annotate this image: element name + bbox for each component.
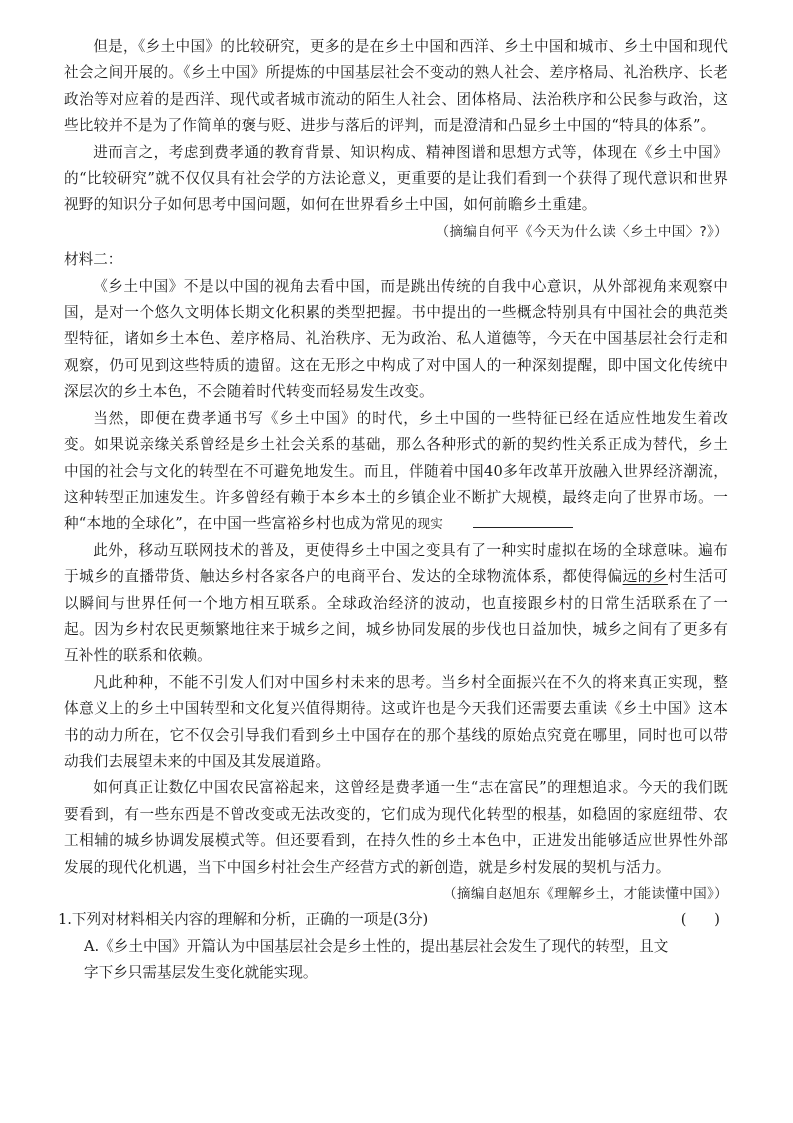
material-two-paragraph-2-tail: 的现实 xyxy=(404,516,443,532)
material-two-paragraph-5: 如何真正让数亿中国农民富裕起来，这曾经是费孝通一生“志在富民”的理想追求。今天的我们既要看到，有一些东西是不曾改变或无法改变的，它们成为现代化转型的根基，如稳固的家庭纽带、农工相辅的城乡协调发展模式等。但还要看到，在持久性的乡土本色中，正进发出能够适应世界性外部发展的现代化机遇，当下中国乡村社会生产经营方式的新创造，就是乡村发展的契机与活力。 xyxy=(64,779,728,876)
material-two-paragraph-3-text-a: 此外，移动互联网技术的普及，更使得乡土中国之变具有了一种实时虚拟在场的全球意味。遍布于城乡的直播带货、触达乡村各家各户的电商平台、发达的全球物流体系，都使得偏 xyxy=(64,541,728,586)
material-one-paragraph-2: 进而言之，考虑到费孝通的教育背景、知识构成、精神图谱和思想方式等，体现在《乡土中国》的“比较研究”就不仅仅具有社会学的方法论意义，更重要的是让我们看到一个获得了现代意识和世界视野的知识分子如何思考中国问题，如何在世界看乡土中国，如何前瞻乡土重建。 xyxy=(64,143,728,214)
material-two-paragraph-2 xyxy=(64,406,728,538)
material-one-paragraph-1: 但是，《乡土中国》的比较研究，更多的是在乡土中国和西洋、乡土中国和城市、乡土中国和现代社会之间开展的。《乡土中国》所提炼的中国基层社会不变动的熟人社会、差序格局、礼治秩序、长老政治等对应着的是西洋、现代或者城市流动的陌生人社会、团体格局、法治秩序和公民参与政治，这些比较并不是为了作简单的褒与贬、进步与落后的评判，而是澄清和凸显乡土中国的“特具的体系”。 xyxy=(64,38,728,135)
underlined-phrase: 远的乡 xyxy=(622,568,668,586)
material-two-paragraph-3-text-b: 村生活可以瞬间与世界任何一个地方相互联系。全球政治经济的波动，也直接跟乡村的日常生活联系在了一起。因为乡村农民更频繁地往来于城乡之间，城乡协同发展的步伐也日益加快，城乡之间有了更多有互补性的联系和依赖。 xyxy=(64,568,728,665)
option-a-line-1: A.《乡土中国》开篇认为中国基层社会是乡土性的，提出基层社会发生了现代的转型，且文 xyxy=(84,937,669,955)
answer-parenthesis: ( ) xyxy=(680,911,720,929)
material-two-paragraph-1: 《乡土中国》不是以中国的视角去看中国，而是跳出传统的自我中心意识，从外部视角来观察中国，是对一个悠久文明体长期文化积累的类型把握。书中提出的一些概念特别具有中国社会的典范类型特征，诸如乡土本色、差序格局、礼治秩序、无为政治、私人道德等，今天在中国基层社会行走和观察，仍可见到这些特质的遗留。这在无形之中构成了对中国人的一种深刻提醒，即中国文化传统中深层次的乡土本色，不会随着时代转变而轻易发生改变。 xyxy=(64,277,728,401)
material-two-paragraph-2-text: 当然，即便在费孝通书写《乡土中国》的时代，乡土中国的一些特征已经在适应性地发生着改变。如果说亲缘关系曾经是乡土社会关系的基础，那么各种形式的新的契约性关系正成为替代，乡土中国的社会与文化的转型在不可避免地发生。而且，伴随着中国40多年改革开放融入世界经济潮流，这种转型正加速发生。许多曾经有赖于本乡本土的乡镇企业不断扩大规模，最终走向了世界市场。一种“本地的全球化”，在中国一些富裕乡村也成为常见 xyxy=(64,409,728,533)
material-two-paragraph-3 xyxy=(64,538,728,670)
material-two-source: （摘编自赵旭东《理解乡土，才能读懂中国》） xyxy=(443,886,728,902)
document-page xyxy=(58,34,728,987)
question-1-stem: 1.下列对材料相关内容的理解和分析，正确的一项是(3分) xyxy=(58,911,429,929)
fill-in-blank-line xyxy=(473,513,573,528)
question-1 xyxy=(58,907,728,933)
option-a-line-2: 字下乡只需基层发生变化就能实现。 xyxy=(84,964,318,982)
material-one-source: （摘编自何平《今天为什么读〈乡土中国〉?》） xyxy=(435,223,728,240)
material-two-heading: 材料二： xyxy=(64,251,123,269)
material-two-paragraph-4: 凡此种种，不能不引发人们对中国乡村未来的思考。当乡村全面振兴在不久的将来真正实现，整体意义上的乡土中国转型和文化复兴值得期待。这或许也是今天我们还需要去重读《乡土中国》这本书的动力所在，它不仅会引导我们看到乡土中国存在的那个基线的原始点究竟在哪里，同时也可以带动我们去展望未来的中国及其发展道路。 xyxy=(64,673,728,770)
